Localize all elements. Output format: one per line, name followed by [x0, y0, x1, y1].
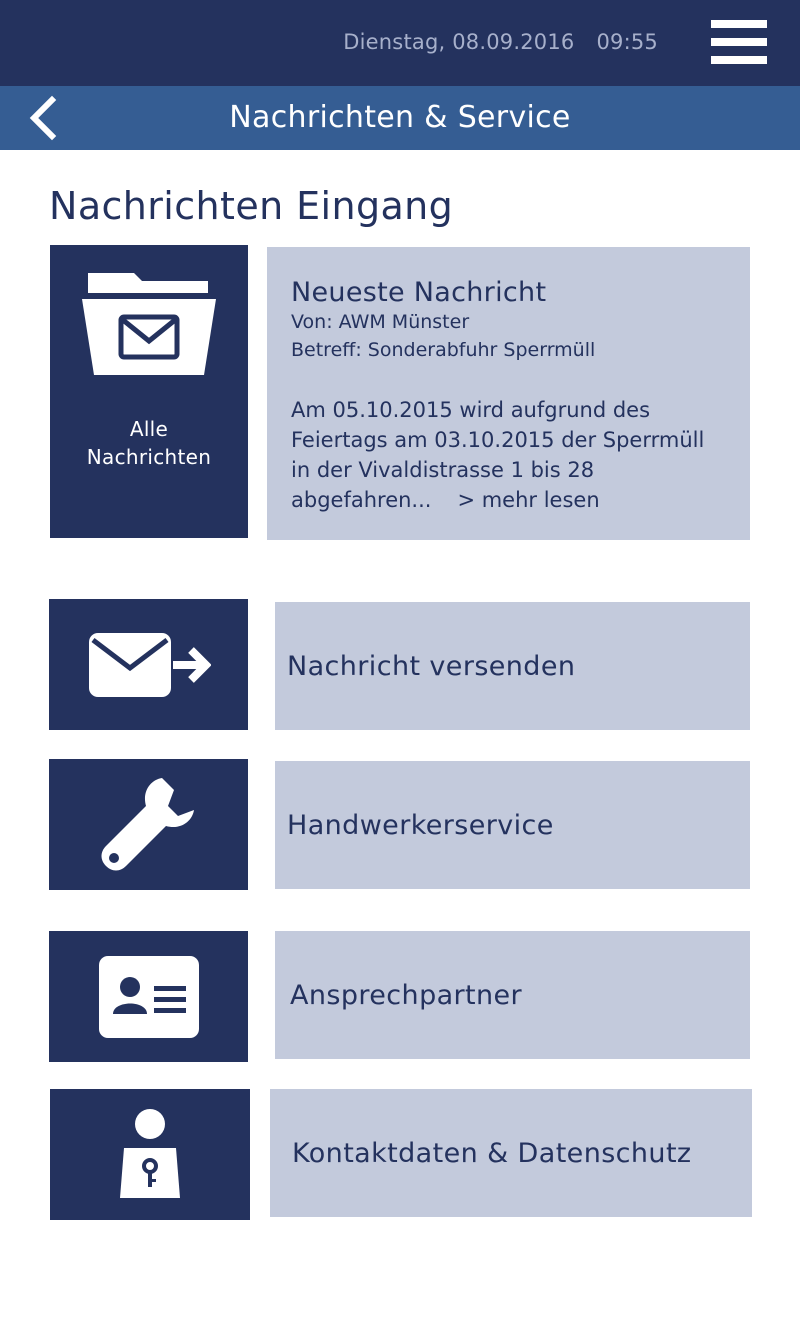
hamburger-menu-button[interactable]: [711, 20, 767, 64]
all-messages-tile[interactable]: [50, 245, 248, 538]
read-more-link[interactable]: > mehr lesen: [457, 488, 600, 512]
date-text: Dienstag, 08.09.2016: [343, 30, 575, 54]
message-sender: Von: AWM Münster: [291, 311, 470, 333]
person-lock-icon: [118, 1108, 182, 1202]
contact-person-button[interactable]: [275, 931, 750, 1059]
all-messages-label: Alle Nachrichten: [86, 417, 212, 469]
privacy-label: Kontaktdaten & Datenschutz: [292, 1137, 692, 1169]
latest-message-heading: Neueste Nachricht: [291, 277, 547, 308]
contact-card-icon: [99, 956, 199, 1038]
page-title: Nachrichten & Service: [229, 100, 571, 135]
message-subject: Betreff: Sonderabfuhr Sperrmüll: [291, 339, 596, 361]
send-message-tile[interactable]: [49, 599, 248, 730]
back-button[interactable]: [22, 92, 74, 144]
latest-message-panel[interactable]: [267, 247, 750, 540]
contact-person-tile[interactable]: [49, 931, 248, 1062]
craftsman-service-tile[interactable]: [49, 759, 248, 890]
send-mail-icon: [87, 630, 211, 700]
wrench-icon: [94, 770, 204, 880]
send-message-button[interactable]: [275, 602, 750, 730]
section-title: Nachrichten Eingang: [49, 184, 454, 228]
nav-bar: [0, 86, 800, 150]
folder-mail-icon: [82, 271, 216, 381]
contact-person-label: Ansprechpartner: [290, 979, 523, 1011]
privacy-tile[interactable]: [50, 1089, 250, 1220]
hamburger-menu-icon: [711, 20, 767, 28]
date-time: [343, 30, 658, 54]
send-message-label: Nachricht versenden: [287, 650, 576, 682]
craftsman-service-button[interactable]: [275, 761, 750, 889]
time-text: 09:55: [596, 30, 658, 54]
privacy-button[interactable]: [270, 1089, 752, 1217]
message-preview: Am 05.10.2015 wird aufgrund des Feiertags am 03.10.2015 der Sperrmüll in der Vivaldistrasse 1 bis 28 abgefahren... > mehr lesen: [291, 398, 705, 512]
chevron-left-icon: [22, 92, 74, 144]
top-bar: [0, 0, 800, 86]
craftsman-service-label: Handwerkerservice: [287, 809, 554, 841]
